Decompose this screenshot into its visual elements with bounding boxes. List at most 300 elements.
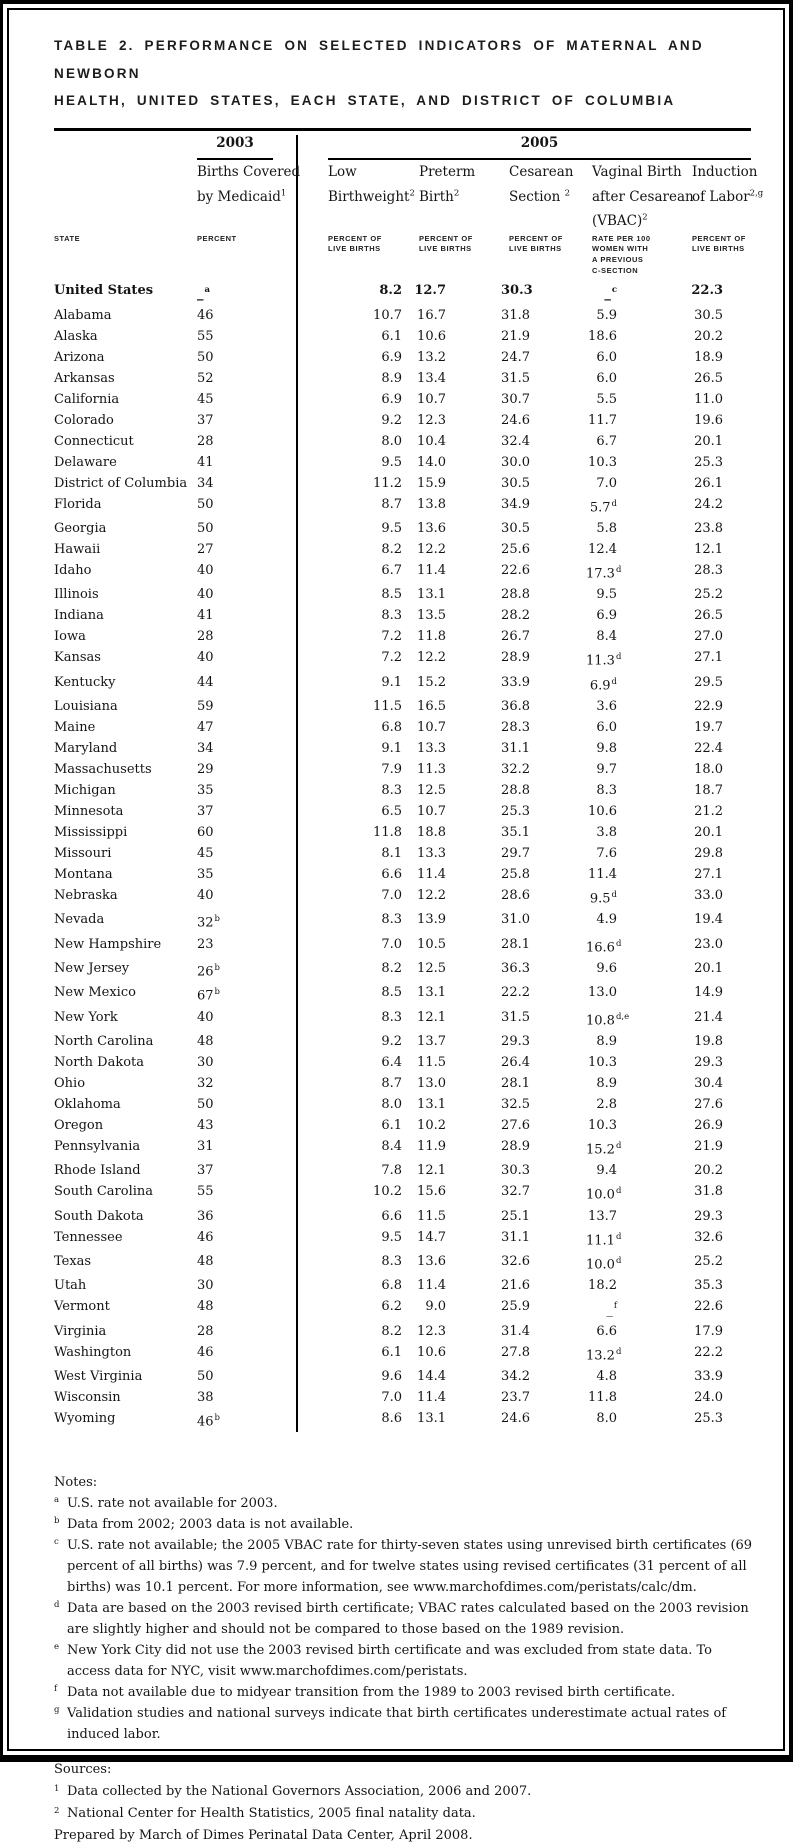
column-header-vbac: Vaginal Birth after Cesarean (VBAC)$^2$ xyxy=(592,164,694,230)
cesarean-value: 26.4 xyxy=(501,1054,530,1070)
cesarean-value: 23.7 xyxy=(501,1389,530,1405)
vbac-value: 6.0 xyxy=(596,719,617,735)
induction-value: 26.1 xyxy=(694,475,724,491)
low-value: 9.1 xyxy=(297,672,414,696)
low-value: 9.5 xyxy=(297,518,414,539)
state-subheader: STATE xyxy=(54,233,81,243)
cesarean-value: 34.9 xyxy=(501,496,530,512)
vbac-value: 2.8 xyxy=(596,1096,617,1112)
vbac-value: 11.7 xyxy=(588,412,617,428)
table-row xyxy=(54,305,751,326)
state-name: Massachusetts xyxy=(54,761,152,777)
low-value: 8.7 xyxy=(297,494,414,518)
table-row xyxy=(54,696,751,717)
low-value: 10.2 xyxy=(297,1181,414,1205)
table-row xyxy=(54,822,751,843)
column-header-preterm: Preterm Birth$^2$ xyxy=(419,164,476,205)
induction-value: 29.5 xyxy=(694,674,724,690)
preterm-value: 12.5 xyxy=(417,960,446,976)
vbac-value: 6.7 xyxy=(596,433,617,449)
induction-value: 25.3 xyxy=(694,454,724,470)
medicaid-value: 52 xyxy=(197,370,214,386)
medicaid-value: 30 xyxy=(197,1278,214,1294)
sources-heading: Sources: xyxy=(54,1762,112,1778)
state-name: Texas xyxy=(54,1253,92,1269)
source-item-2: 2 National Center for Health Statistics, 2005 final natality data. xyxy=(54,1806,476,1822)
table-row xyxy=(54,605,751,626)
low-value: 7.2 xyxy=(297,647,414,671)
induction-value: 25.2 xyxy=(694,587,724,603)
title-rule xyxy=(54,128,751,131)
vbac-value: 8.9 xyxy=(596,1075,617,1091)
vbac-value: 9.6 xyxy=(596,960,617,976)
low-value: 7.0 xyxy=(297,885,414,909)
state-name: Oregon xyxy=(54,1117,104,1133)
table-row xyxy=(54,389,751,410)
induction-value: 31.8 xyxy=(694,1184,724,1200)
induction-value: 35.3 xyxy=(694,1278,724,1294)
preterm-value: 12.5 xyxy=(417,782,446,798)
table-row xyxy=(54,1073,751,1094)
vbac-value: 3.8 xyxy=(596,824,617,840)
medicaid-value: 50 xyxy=(197,520,214,536)
medicaid-value: 50 xyxy=(197,1096,214,1112)
sources-section xyxy=(54,1759,765,1847)
induction-value: 18.9 xyxy=(694,349,724,365)
medicaid-value: 46 xyxy=(197,1344,214,1360)
low-value: 9.1 xyxy=(297,738,414,759)
vbac-value: 13.2$^d$ xyxy=(586,1346,622,1363)
state-name: North Carolina xyxy=(54,1033,154,1049)
induction-value: 24.2 xyxy=(694,496,724,512)
table-row xyxy=(54,982,751,1006)
cesarean-value: 31.8 xyxy=(501,307,530,323)
state-name: Louisiana xyxy=(54,698,118,714)
table-row xyxy=(54,626,751,647)
induction-value: 25.3 xyxy=(694,1410,724,1426)
induction-value: 29.3 xyxy=(694,1208,724,1224)
table-row xyxy=(54,1206,751,1227)
state-name: Arkansas xyxy=(54,370,115,386)
year-label-2003: 2003 xyxy=(197,135,273,160)
induction-value: 19.6 xyxy=(694,412,724,428)
cesarean-value: 28.6 xyxy=(501,887,530,903)
cesarean-value: 31.1 xyxy=(501,1229,530,1245)
induction-value: 30.5 xyxy=(694,307,724,323)
induction-value: 29.3 xyxy=(694,1054,724,1070)
table-row xyxy=(54,1275,751,1296)
preterm-value: 12.3 xyxy=(417,412,446,428)
medicaid-value: 34 xyxy=(197,740,214,756)
vbac-value: 10.3 xyxy=(588,1054,617,1070)
low-value: 10.7 xyxy=(297,305,414,326)
note-item-a: a U.S. rate not available for 2003. xyxy=(54,1495,278,1512)
vbac-value: 6.0 xyxy=(596,349,617,365)
table-row xyxy=(54,1342,751,1366)
vbac-value: 11.8 xyxy=(588,1389,617,1405)
induction-value: 20.1 xyxy=(694,960,724,976)
preterm-value: 10.2 xyxy=(417,1117,446,1133)
vbac-value: 11.4 xyxy=(588,866,617,882)
medicaid-value: 37 xyxy=(197,803,214,819)
vbac-value: 5.9 xyxy=(596,307,617,323)
induction-value: 19.7 xyxy=(694,719,724,735)
state-name: Oklahoma xyxy=(54,1096,121,1112)
medicaid-value: 31 xyxy=(197,1138,214,1154)
cesarean-value: 28.3 xyxy=(501,719,530,735)
medicaid-value: _$^a$ xyxy=(197,285,211,302)
cesarean-value: 22.6 xyxy=(501,562,530,578)
medicaid-value: 60 xyxy=(197,824,214,840)
induction-value: 22.3 xyxy=(691,283,724,299)
cesarean-value: 28.8 xyxy=(501,587,530,603)
preterm-value: 15.2 xyxy=(417,674,446,690)
state-name: Illinois xyxy=(54,587,99,603)
medicaid-value: 28 xyxy=(197,433,214,449)
preterm-value: 11.9 xyxy=(417,1138,446,1154)
preterm-value: 13.3 xyxy=(417,845,446,861)
low-value: 6.8 xyxy=(297,717,414,738)
notes-section xyxy=(54,1472,754,1745)
vbac-value: 11.1$^d$ xyxy=(586,1231,622,1248)
cesarean-value: 30.5 xyxy=(501,475,530,491)
state-name: Montana xyxy=(54,866,113,882)
preterm-value: 14.7 xyxy=(417,1229,446,1245)
cesarean-value: 30.3 xyxy=(501,1163,530,1179)
preterm-value: 11.5 xyxy=(417,1054,446,1070)
vbac-value: 3.6 xyxy=(596,698,617,714)
preterm-value: 11.4 xyxy=(417,1278,446,1294)
low-value: 8.9 xyxy=(297,368,414,389)
medicaid-value: 46 xyxy=(197,307,214,323)
state-name: New Jersey xyxy=(54,960,130,976)
induction-value: 12.1 xyxy=(694,541,724,557)
vbac-value: 18.6 xyxy=(588,328,617,344)
medicaid-value: 55 xyxy=(197,328,214,344)
column-header-medicaid: Births Covered by Medicaid$^1$ xyxy=(197,164,301,205)
vbac-value: 6.9$^d$ xyxy=(589,676,617,693)
preterm-value: 13.6 xyxy=(417,1253,446,1269)
medicaid-value: 35 xyxy=(197,866,214,882)
vbac-value: 6.6 xyxy=(596,1323,617,1339)
vbac-value: 12.4 xyxy=(588,541,617,557)
state-name: Wisconsin xyxy=(54,1389,121,1405)
medicaid-value: 37 xyxy=(197,1163,214,1179)
column-header-row xyxy=(54,160,751,234)
prepared-by-line: Prepared by March of Dimes Perinatal Data Center, April 2008. xyxy=(54,1828,473,1844)
medicaid-value: 40 xyxy=(197,887,214,903)
table-row xyxy=(54,759,751,780)
table-row xyxy=(54,347,751,368)
medicaid-value: 41 xyxy=(197,608,214,624)
cesarean-value: 26.7 xyxy=(501,629,530,645)
notes-list xyxy=(54,1493,754,1745)
preterm-value: 13.7 xyxy=(417,1033,446,1049)
low-value: 8.2 xyxy=(297,276,414,304)
state-name: District of Columbia xyxy=(54,475,188,491)
medicaid-value: 45 xyxy=(197,845,214,861)
medicaid-value: 41 xyxy=(197,454,214,470)
notes-heading: Notes: xyxy=(54,1475,98,1491)
table-row xyxy=(54,560,751,584)
note-item-f: f Data not available due to midyear transition from the 1989 to 2003 revised birth certificate. xyxy=(54,1684,676,1701)
table-row xyxy=(54,1160,751,1181)
column-subheader-medicaid: PERCENT xyxy=(197,233,237,243)
low-value: 6.2 xyxy=(297,1296,414,1320)
preterm-value: 15.9 xyxy=(417,475,446,491)
induction-value: 19.4 xyxy=(694,912,724,928)
medicaid-value: 40 xyxy=(197,587,214,603)
low-value: 9.5 xyxy=(297,452,414,473)
year-group-row xyxy=(54,135,751,160)
note-item-d: d Data are based on the 2003 revised birth certificate; VBAC rates calculated based on the 2003 revision are slightly higher and should not be compared to those based on the 1989 revision. xyxy=(54,1600,749,1638)
vbac-value: 13.0 xyxy=(588,985,617,1001)
state-name: Arizona xyxy=(54,349,105,365)
low-value: 8.4 xyxy=(297,1136,414,1160)
medicaid-value: 30 xyxy=(197,1054,214,1070)
preterm-value: 13.0 xyxy=(417,1075,446,1091)
medicaid-value: 27 xyxy=(197,541,214,557)
medicaid-value: 32 xyxy=(197,1075,214,1091)
preterm-value: 11.4 xyxy=(417,866,446,882)
table-row xyxy=(54,1227,751,1251)
state-name: Vermont xyxy=(54,1299,110,1315)
vbac-value: 10.0$^d$ xyxy=(586,1255,622,1273)
vbac-value: 10.3 xyxy=(588,1117,617,1133)
cesarean-value: 30.3 xyxy=(501,283,533,299)
state-name: Virginia xyxy=(54,1323,107,1339)
state-name: Mississippi xyxy=(54,824,128,840)
source-item-1: 1 Data collected by the National Governors Association, 2006 and 2007. xyxy=(54,1784,532,1800)
table-row xyxy=(54,780,751,801)
vbac-value: 18.2 xyxy=(588,1278,617,1294)
state-name: South Dakota xyxy=(54,1208,144,1224)
vbac-value: 10.0$^d$ xyxy=(586,1186,622,1203)
table-row xyxy=(54,647,751,671)
cesarean-value: 27.8 xyxy=(501,1344,530,1360)
table-row xyxy=(54,1136,751,1160)
low-value: 8.3 xyxy=(297,780,414,801)
low-value: 8.3 xyxy=(297,909,414,933)
state-name: Florida xyxy=(54,496,102,512)
preterm-value: 10.7 xyxy=(417,803,446,819)
medicaid-value: 44 xyxy=(197,674,214,690)
vbac-value: 7.6 xyxy=(596,845,617,861)
table-row xyxy=(54,1296,751,1320)
vbac-value: 16.6$^d$ xyxy=(586,938,622,955)
preterm-value: 12.7 xyxy=(414,283,446,299)
table-row xyxy=(54,1031,751,1052)
low-value: 8.3 xyxy=(297,1251,414,1275)
cesarean-value: 27.6 xyxy=(501,1117,530,1133)
cesarean-value: 32.5 xyxy=(501,1096,530,1112)
cesarean-value: 31.5 xyxy=(501,370,530,386)
medicaid-value: 50 xyxy=(197,496,214,512)
table-row xyxy=(54,1115,751,1136)
preterm-value: 12.1 xyxy=(417,1009,446,1025)
cesarean-value: 25.1 xyxy=(501,1208,530,1224)
low-value: 7.8 xyxy=(297,1160,414,1181)
state-name: Washington xyxy=(54,1344,132,1360)
induction-value: 26.5 xyxy=(694,608,724,624)
induction-value: 19.8 xyxy=(694,1033,724,1049)
preterm-value: 13.8 xyxy=(417,496,446,512)
preterm-value: 16.5 xyxy=(417,698,446,714)
low-value: 9.2 xyxy=(297,1031,414,1052)
note-item-b: b Data from 2002; 2003 data is not available. xyxy=(54,1516,354,1533)
vbac-value: 13.7 xyxy=(588,1208,617,1224)
vbac-value: _$^c$ xyxy=(604,285,617,302)
low-value: 6.1 xyxy=(297,326,414,347)
cesarean-value: 30.5 xyxy=(501,520,530,536)
table-row xyxy=(54,431,751,452)
year-label-2005: 2005 xyxy=(328,135,751,160)
medicaid-value: 32$^b$ xyxy=(197,914,220,931)
state-name: Michigan xyxy=(54,782,116,798)
induction-value: 27.1 xyxy=(694,650,724,666)
induction-value: 21.4 xyxy=(694,1009,724,1025)
preterm-value: 10.7 xyxy=(417,719,446,735)
medicaid-value: 28 xyxy=(197,1323,214,1339)
state-name: Maine xyxy=(54,719,96,735)
cesarean-value: 24.6 xyxy=(501,412,530,428)
state-name: United States xyxy=(54,283,154,299)
table-row xyxy=(54,1094,751,1115)
vbac-value: 6.9 xyxy=(596,608,617,624)
low-value: 7.0 xyxy=(297,1387,414,1408)
cesarean-value: 28.9 xyxy=(501,650,530,666)
induction-value: 22.9 xyxy=(694,698,724,714)
table-row xyxy=(54,864,751,885)
indicators-table xyxy=(54,135,764,1432)
state-name: Idaho xyxy=(54,562,92,578)
column-header-cesarean: Cesarean Section $^2$ xyxy=(509,164,574,205)
column-subheader-preterm: PERCENT OF LIVE BIRTHS xyxy=(419,233,473,254)
state-name: Connecticut xyxy=(54,433,134,449)
state-name: Missouri xyxy=(54,845,112,861)
vbac-value: _$^f$ xyxy=(606,1301,617,1318)
induction-value: 27.6 xyxy=(694,1096,724,1112)
state-name: Maryland xyxy=(54,740,118,756)
induction-value: 20.2 xyxy=(694,1163,724,1179)
preterm-value: 10.7 xyxy=(417,391,446,407)
state-name: Iowa xyxy=(54,629,86,645)
induction-value: 32.6 xyxy=(694,1229,724,1245)
preterm-value: 13.5 xyxy=(417,608,446,624)
page-inner-frame xyxy=(7,8,785,1844)
cesarean-value: 28.1 xyxy=(501,1075,530,1091)
preterm-value: 13.3 xyxy=(417,740,446,756)
cesarean-value: 28.1 xyxy=(501,936,530,952)
vbac-value: 17.3$^d$ xyxy=(586,564,622,582)
vbac-value: 8.3 xyxy=(596,782,617,798)
preterm-value: 13.1 xyxy=(417,1096,446,1112)
table-row xyxy=(54,473,751,494)
induction-value: 14.9 xyxy=(694,985,724,1001)
cesarean-value: 28.2 xyxy=(501,608,530,624)
preterm-value: 11.3 xyxy=(417,761,446,777)
cesarean-value: 32.2 xyxy=(501,761,530,777)
induction-value: 11.0 xyxy=(694,391,724,407)
preterm-value: 14.0 xyxy=(417,454,446,470)
medicaid-value: 28 xyxy=(197,629,214,645)
induction-value: 20.1 xyxy=(694,433,724,449)
vbac-value: 9.8 xyxy=(596,740,617,756)
vbac-value: 9.5 xyxy=(596,587,617,603)
preterm-value: 13.2 xyxy=(417,349,446,365)
vbac-value: 9.4 xyxy=(596,1163,617,1179)
low-value: 8.6 xyxy=(297,1408,414,1432)
cesarean-value: 31.4 xyxy=(501,1323,530,1339)
cesarean-value: 24.7 xyxy=(501,349,530,365)
table-row xyxy=(54,326,751,347)
medicaid-value: 37 xyxy=(197,412,214,428)
preterm-value: 13.1 xyxy=(417,985,446,1001)
low-value: 6.6 xyxy=(297,1206,414,1227)
table-row xyxy=(54,958,751,982)
state-name: New Mexico xyxy=(54,985,136,1001)
table-row xyxy=(54,885,751,909)
induction-value: 23.8 xyxy=(694,520,724,536)
table-row xyxy=(54,584,751,605)
low-value: 8.2 xyxy=(297,958,414,982)
medicaid-value: 46$^b$ xyxy=(197,1412,220,1430)
medicaid-value: 67$^b$ xyxy=(197,987,220,1004)
vbac-value: 8.0 xyxy=(596,1410,617,1426)
low-value: 11.5 xyxy=(297,696,414,717)
medicaid-value: 34 xyxy=(197,475,214,491)
induction-value: 20.1 xyxy=(694,824,724,840)
induction-value: 30.4 xyxy=(694,1075,724,1091)
state-name: West Virginia xyxy=(54,1368,143,1384)
state-name: Ohio xyxy=(54,1075,86,1091)
preterm-value: 13.9 xyxy=(417,912,446,928)
column-subheader-induction: PERCENT OF LIVE BIRTHS xyxy=(692,233,746,254)
cesarean-value: 25.9 xyxy=(501,1299,530,1315)
preterm-value: 9.0 xyxy=(425,1299,446,1315)
low-value: 8.7 xyxy=(297,1073,414,1094)
cesarean-value: 36.3 xyxy=(501,960,530,976)
preterm-value: 18.8 xyxy=(417,824,446,840)
low-value: 8.2 xyxy=(297,1321,414,1342)
medicaid-value: 40 xyxy=(197,562,214,578)
page-title xyxy=(54,32,765,115)
low-value: 6.8 xyxy=(297,1275,414,1296)
state-name: Alaska xyxy=(54,328,98,344)
cesarean-value: 32.7 xyxy=(501,1184,530,1200)
induction-value: 33.0 xyxy=(694,887,724,903)
cesarean-value: 31.5 xyxy=(501,1009,530,1025)
vbac-value: 5.8 xyxy=(596,520,617,536)
medicaid-value: 43 xyxy=(197,1117,214,1133)
induction-value: 22.6 xyxy=(694,1299,724,1315)
table-row xyxy=(54,909,751,933)
medicaid-value: 46 xyxy=(197,1229,214,1245)
low-value: 7.0 xyxy=(297,934,414,958)
induction-value: 18.7 xyxy=(694,782,724,798)
vbac-value: 8.9 xyxy=(596,1033,617,1049)
medicaid-value: 40 xyxy=(197,650,214,666)
vbac-value: 10.3 xyxy=(588,454,617,470)
table-row xyxy=(54,1408,751,1432)
column-subheader-cesarean: PERCENT OF LIVE BIRTHS xyxy=(509,233,563,254)
medicaid-value: 36 xyxy=(197,1208,214,1224)
note-item-g: g Validation studies and national surveys indicate that birth certificates underestimate actual rates of induced labor. xyxy=(54,1705,727,1743)
table-row xyxy=(54,738,751,759)
vbac-value: 4.9 xyxy=(596,912,617,928)
medicaid-value: 55 xyxy=(197,1184,214,1200)
preterm-value: 11.4 xyxy=(417,1389,446,1405)
